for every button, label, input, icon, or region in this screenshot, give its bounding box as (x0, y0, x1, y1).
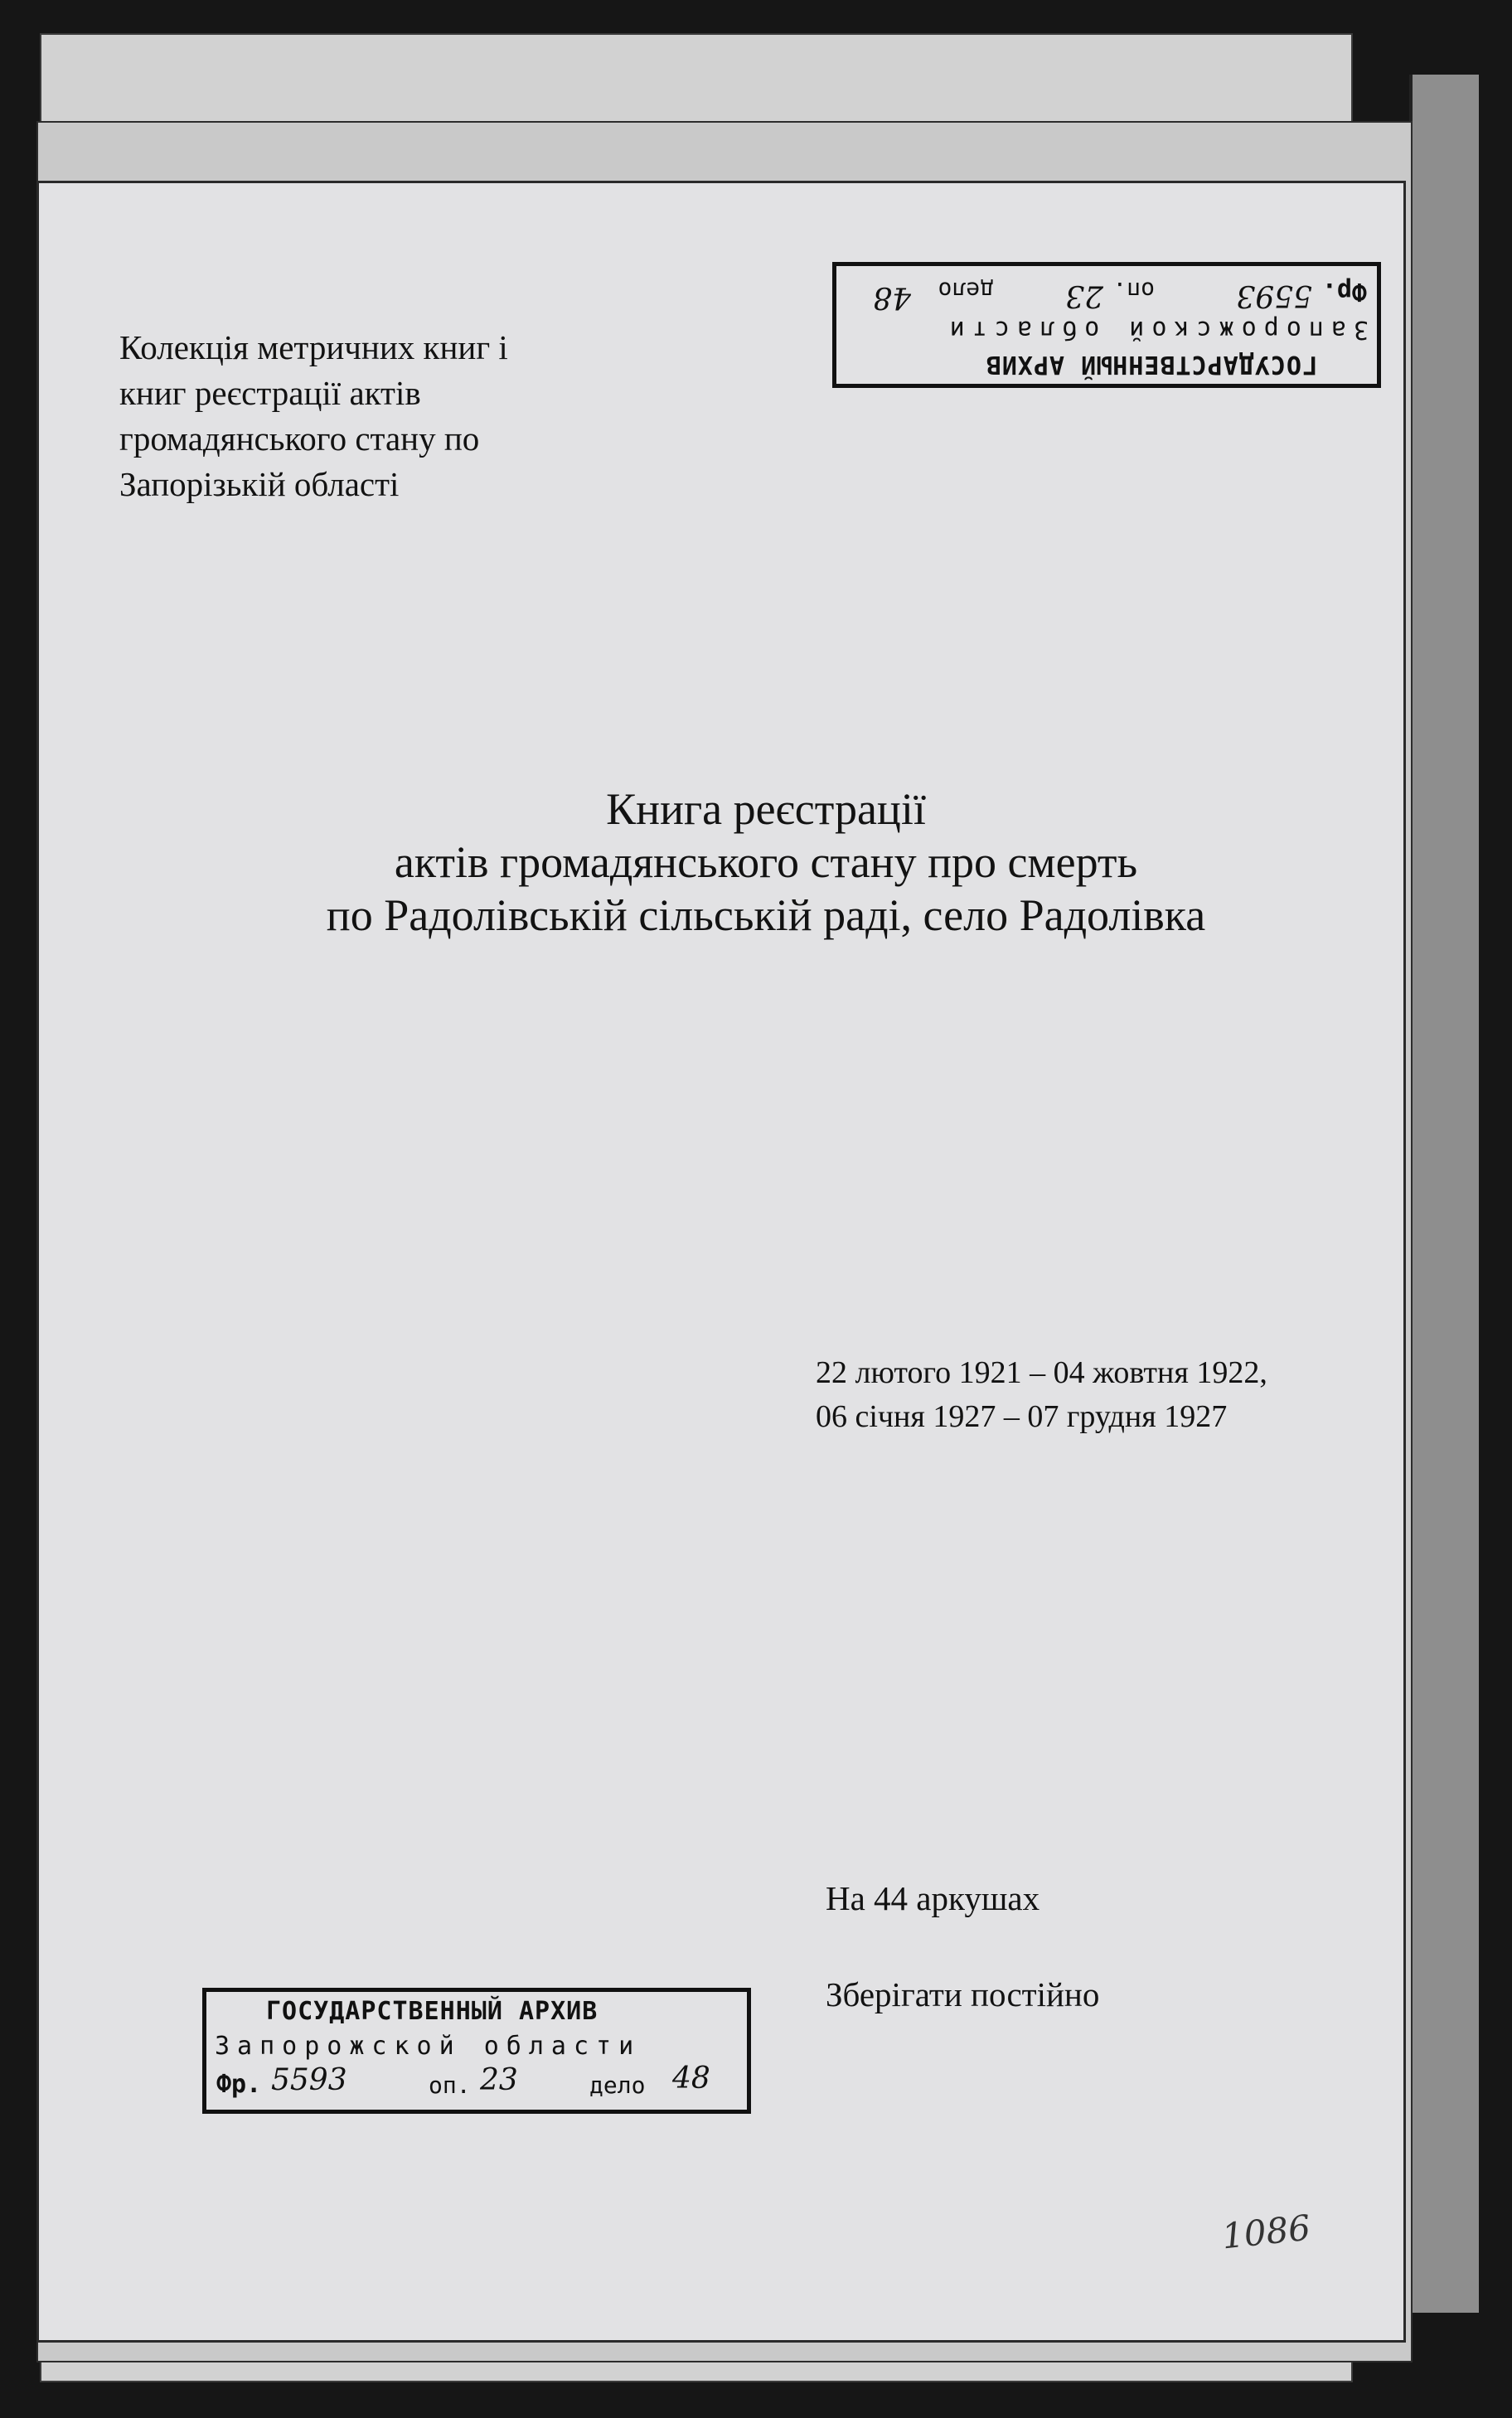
stamp-delo-label: дело (938, 277, 994, 304)
archive-stamp-upside-down (832, 262, 1381, 388)
collection-line: громадянського стану по (119, 419, 480, 458)
stamp-archive-name: ГОСУДАРСТВЕННЫЙ АРХИВ (266, 1997, 598, 2026)
title-line: по Радолівській сільській раді, село Радолівка (326, 890, 1206, 940)
handwritten-page-number: 1086 (1219, 2207, 1313, 2257)
stamp-fond-label: Фр. (216, 2070, 262, 2099)
document-title (119, 783, 1413, 942)
stamp-delo-number: 48 (672, 2062, 710, 2096)
archive-stamp (202, 1988, 751, 2114)
stamp-archive-name: ГОСУДАРСТВЕННЫЙ АРХИВ (985, 350, 1317, 379)
stamp-opis-number: 23 (1065, 279, 1103, 313)
sheet-count: На 44 аркушах (826, 1879, 1040, 1917)
folder-edge (1409, 75, 1479, 2313)
title-line: актів громадянського стану про смерть (394, 837, 1138, 887)
collection-line: книг реєстрації актів (119, 374, 421, 412)
stamp-fond-number: 5593 (271, 2063, 347, 2097)
date-range (816, 1351, 1267, 1439)
stamp-opis-number: 23 (480, 2063, 518, 2097)
collection-line: Колекція метричних книг і (119, 328, 508, 366)
stamp-delo-label: дело (589, 2072, 646, 2099)
date-range-line: 22 лютого 1921 – 04 жовтня 1922, (816, 1355, 1267, 1390)
stamp-fond-number: 5593 (1236, 279, 1312, 313)
title-line: Книга реєстрації (606, 784, 926, 834)
stamp-opis-label: оп. (429, 2072, 471, 2099)
stamp-fond-label: Фр. (1321, 277, 1367, 306)
stamp-opis-label: оп. (1112, 277, 1155, 304)
collection-header (119, 325, 508, 507)
date-range-line: 06 січня 1927 – 07 грудня 1927 (816, 1399, 1228, 1434)
retention-note: Зберігати постійно (826, 1975, 1100, 2013)
stamp-delo-number: 48 (873, 280, 911, 314)
stamp-region: Запорожской области (942, 315, 1369, 344)
collection-line: Запорізькій області (119, 465, 400, 503)
stamp-region: Запорожской области (215, 2032, 642, 2061)
